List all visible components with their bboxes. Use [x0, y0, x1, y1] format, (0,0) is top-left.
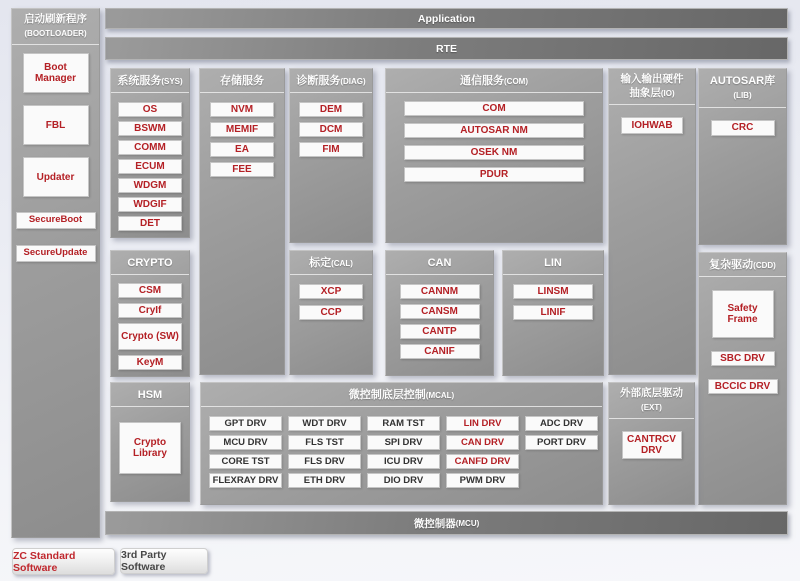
- module-iohwab: IOHWAB: [621, 117, 683, 134]
- module-flexray-drv: FLEXRAY DRV: [209, 473, 282, 488]
- module-cansm: CANSM: [400, 304, 480, 319]
- module-secureboot: SecureBoot: [16, 212, 96, 229]
- module-linif: LINIF: [513, 305, 593, 320]
- panel-diagnostic-services-body: [290, 93, 372, 157]
- sys-title-suffix: (SYS): [161, 77, 183, 86]
- panel-memory-services-header: [200, 69, 284, 93]
- panel-crypto-body: [111, 275, 189, 370]
- panel-diagnostic-services: [289, 68, 373, 243]
- application-layer-bar: [105, 8, 788, 29]
- io-title-line1: 输入输出硬件: [620, 73, 684, 85]
- module-comm: COMM: [118, 140, 182, 155]
- module-fls-tst: FLS TST: [288, 435, 361, 450]
- module-wdgif: WDGIF: [118, 197, 182, 212]
- crypto-title: CRYPTO: [127, 257, 173, 269]
- panel-communication-services: [385, 68, 603, 243]
- panel-can-stack-body: [386, 275, 493, 359]
- module-fim: FIM: [299, 142, 363, 157]
- module-adc-drv: ADC DRV: [525, 416, 598, 431]
- panel-lin-stack-body: [503, 275, 603, 320]
- mcal-title: 微控制底层控制: [348, 389, 426, 401]
- module-nvm: NVM: [210, 102, 274, 117]
- module-bccic-drv: BCCIC DRV: [708, 379, 778, 394]
- module-can-drv: CAN DRV: [446, 435, 519, 450]
- can-title: CAN: [427, 257, 452, 269]
- com-title-suffix: (COM): [504, 77, 528, 86]
- module-sbc-drv: SBC DRV: [711, 351, 775, 366]
- module-updater: Updater: [23, 157, 89, 197]
- panel-io-body: [609, 105, 695, 134]
- panel-calibration-header: [290, 251, 372, 275]
- module-fee: FEE: [210, 162, 274, 177]
- panel-can-stack: [385, 250, 494, 376]
- panel-hsm-header: [111, 383, 189, 407]
- panel-autosar-library-body: [699, 108, 786, 136]
- module-memif: MEMIF: [210, 122, 274, 137]
- panel-external-drivers-header: [609, 383, 694, 419]
- panel-external-drivers: [608, 382, 695, 505]
- legend-3rd-party-label: 3rd Party Software: [121, 549, 167, 573]
- module-det: DET: [118, 216, 182, 231]
- storage-title: 存储服务: [220, 75, 264, 87]
- mcu-layer-bar: [105, 511, 788, 535]
- module-linsm: LINSM: [513, 284, 593, 299]
- io-title-line2: 抽象层: [629, 86, 661, 99]
- panel-memory-services-body: [200, 93, 284, 177]
- legend-zc-label: ZC Standard Software: [13, 549, 76, 574]
- cdd-title: 复杂驱动: [709, 259, 754, 271]
- module-secureupdate: SecureUpdate: [16, 245, 96, 262]
- module-os: OS: [118, 102, 182, 117]
- module-fbl: FBL: [23, 105, 89, 145]
- rte-layer-bar: [105, 37, 788, 60]
- panel-io-header: [609, 69, 695, 105]
- module-port-drv: PORT DRV: [525, 435, 598, 450]
- io-title-suffix: (IO): [660, 88, 675, 98]
- module-ecum: ECUM: [118, 159, 182, 174]
- panel-external-drivers-body: [609, 419, 694, 459]
- cdd-title-suffix: (CDD): [753, 261, 776, 270]
- panel-diagnostic-services-header: [290, 69, 372, 93]
- mcu-layer-label-suffix: (MCU): [455, 518, 480, 528]
- panel-hsm-body: [111, 407, 189, 474]
- module-mcu-drv: MCU DRV: [209, 435, 282, 450]
- module-com: COM: [404, 101, 584, 116]
- hsm-title: HSM: [137, 389, 163, 401]
- module-cryif: CryIf: [118, 303, 182, 318]
- module-gpt-drv: GPT DRV: [209, 416, 282, 431]
- module-canfd-drv: CANFD DRV: [446, 454, 519, 469]
- bootloader-title-suffix: (BOOTLOADER): [24, 28, 87, 38]
- module-fls-drv: FLS DRV: [288, 454, 361, 469]
- panel-bootloader-header: [12, 9, 99, 45]
- legend-3rd-party-software: [120, 548, 208, 574]
- module-osek-nm: OSEK NM: [404, 145, 584, 160]
- panel-crypto-header: [111, 251, 189, 275]
- panel-bootloader-body: [12, 45, 99, 262]
- module-spi-drv: SPI DRV: [367, 435, 440, 450]
- panel-memory-services: [199, 68, 285, 375]
- module-boot-manager: Boot Manager: [23, 53, 89, 93]
- module-pwm-drv: PWM DRV: [446, 473, 519, 488]
- module-bswm: BSWM: [118, 121, 182, 136]
- panel-calibration: [289, 250, 373, 375]
- lib-title: AUTOSAR库: [709, 75, 776, 87]
- module-pdur: PDUR: [404, 167, 584, 182]
- panel-lin-stack-header: [503, 251, 603, 275]
- panel-crypto: [110, 250, 190, 377]
- module-lin-drv: LIN DRV: [446, 416, 519, 431]
- panel-mcal: [200, 382, 603, 505]
- ext-title: 外部底层驱动: [620, 387, 683, 399]
- module-csm: CSM: [118, 283, 182, 298]
- rte-layer-label: RTE: [436, 42, 457, 55]
- module-core-tst: CORE TST: [209, 454, 282, 469]
- panel-hsm: [110, 382, 190, 502]
- module-ram-tst: RAM TST: [367, 416, 440, 431]
- module-dem: DEM: [299, 102, 363, 117]
- application-layer-label: Application: [417, 12, 476, 25]
- module-wdt-drv: WDT DRV: [288, 416, 361, 431]
- panel-calibration-body: [290, 275, 372, 320]
- module-dcm: DCM: [299, 122, 363, 137]
- ext-title-suffix: (EXT): [641, 402, 662, 412]
- com-title: 通信服务: [460, 75, 504, 87]
- legend-zc-standard-software: [12, 548, 115, 575]
- lin-title: LIN: [544, 257, 562, 269]
- diag-title: 诊断服务: [296, 75, 341, 87]
- module-cantrcv-drv: CANTRCV DRV: [622, 431, 682, 459]
- module-cantp: CANTP: [400, 324, 480, 339]
- module-crypto-library: Crypto Library: [119, 422, 181, 474]
- mcal-title-suffix: (MCAL): [425, 391, 455, 400]
- panel-complex-drivers-body: [699, 277, 786, 394]
- panel-communication-services-body: [386, 93, 602, 182]
- panel-can-stack-header: [386, 251, 493, 275]
- module-ea: EA: [210, 142, 274, 157]
- module-eth-drv: ETH DRV: [288, 473, 361, 488]
- module-icu-drv: ICU DRV: [367, 454, 440, 469]
- panel-communication-services-header: [386, 69, 602, 93]
- mcal-driver-grid: [201, 407, 602, 488]
- panel-lin-stack: [502, 250, 604, 376]
- panel-complex-drivers-header: [699, 253, 786, 277]
- module-safety-frame: Safety Frame: [712, 290, 774, 338]
- panel-io-hardware-abstraction: [608, 68, 696, 375]
- module-keym: KeyM: [118, 355, 182, 370]
- sys-title: 系统服务: [117, 75, 162, 87]
- module-dio-drv: DIO DRV: [367, 473, 440, 488]
- module-wdgm: WDGM: [118, 178, 182, 193]
- lib-title-suffix: (LIB): [733, 91, 752, 101]
- panel-complex-drivers: [698, 252, 787, 505]
- bootloader-title: 启动刷新程序: [24, 13, 87, 25]
- module-canif: CANIF: [400, 344, 480, 359]
- cal-title: 标定: [309, 257, 332, 269]
- module-crc: CRC: [711, 120, 775, 136]
- panel-autosar-library-header: [699, 69, 786, 108]
- module-cannm: CANNM: [400, 284, 480, 299]
- mcu-layer-label: 微控制器: [413, 517, 456, 530]
- cal-title-suffix: (CAL): [331, 259, 353, 268]
- panel-bootloader: [11, 8, 100, 538]
- module-xcp: XCP: [299, 284, 363, 299]
- module-crypto-sw: Crypto (SW): [118, 323, 182, 350]
- panel-mcal-header: [201, 383, 602, 407]
- panel-system-services-header: [111, 69, 189, 93]
- module-autosar-nm: AUTOSAR NM: [404, 123, 584, 138]
- panel-autosar-library: [698, 68, 787, 245]
- panel-system-services: [110, 68, 190, 238]
- module-ccp: CCP: [299, 305, 363, 320]
- diag-title-suffix: (DIAG): [340, 77, 366, 86]
- panel-system-services-body: [111, 93, 189, 231]
